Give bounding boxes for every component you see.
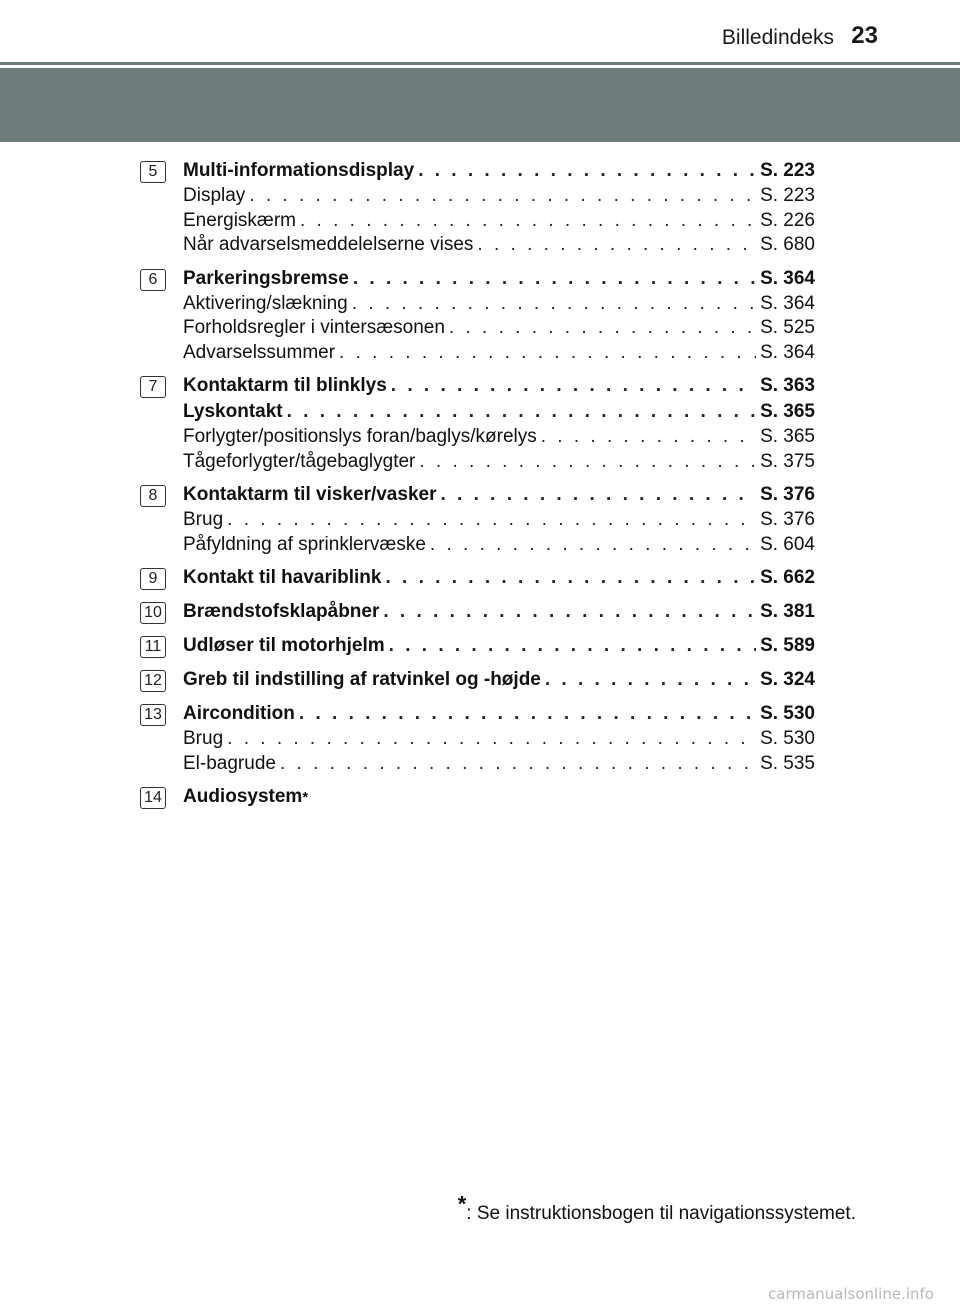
dot-leader — [545, 667, 756, 693]
dot-leader — [227, 727, 756, 752]
index-entry-sub[interactable] — [140, 341, 815, 366]
dot-leader — [389, 633, 756, 659]
callout-number-badge: 5 — [140, 161, 166, 183]
entry-label: Multi-informationsdisplay — [183, 160, 415, 181]
dot-leader — [249, 184, 756, 209]
dot-leader — [287, 399, 756, 425]
dot-leader — [383, 599, 756, 625]
page-reference: S. 363 — [760, 375, 815, 396]
entry-label: Display — [183, 185, 246, 206]
index-entry-sub[interactable] — [140, 727, 815, 752]
footnote-text: : Se instruktionsbogen til navigationssystemet. — [466, 1203, 856, 1224]
dot-leader — [299, 701, 756, 727]
index-entry-main[interactable] — [140, 373, 815, 399]
index-group — [140, 701, 815, 776]
index-entry-sub[interactable] — [140, 316, 815, 341]
index-group — [140, 599, 815, 625]
entry-label: Når advarselsmeddelelserne vises — [183, 234, 474, 255]
index-entry-sub[interactable] — [140, 450, 815, 475]
index-entry-main[interactable] — [140, 565, 815, 591]
page-reference: S. 223 — [760, 160, 815, 181]
page-reference: S. 376 — [760, 484, 815, 505]
footnote-star: * — [457, 1191, 467, 1217]
callout-number-badge: 10 — [140, 602, 166, 624]
page-reference: S. 662 — [760, 567, 815, 588]
dot-leader — [385, 565, 756, 591]
dot-leader — [419, 450, 756, 475]
callout-number-badge: 14 — [140, 787, 166, 809]
watermark: carmanualsonline.info — [768, 1285, 934, 1303]
callout-number-badge: 12 — [140, 670, 166, 692]
index-entry-sub[interactable] — [140, 233, 815, 258]
index-entry-main[interactable] — [140, 158, 815, 184]
header-divider — [0, 62, 960, 65]
page-reference: S. 525 — [760, 317, 815, 338]
index-group — [140, 784, 815, 810]
callout-number-badge: 6 — [140, 269, 166, 291]
dot-leader — [418, 158, 756, 184]
page-reference: S. 589 — [760, 635, 815, 656]
entry-label: Kontaktarm til blinklys — [183, 375, 387, 396]
page-reference: S. 530 — [760, 728, 815, 749]
dot-leader — [430, 533, 756, 558]
header-banner — [0, 68, 960, 142]
entry-label: Tågeforlygter/tågebaglygter — [183, 450, 416, 472]
entry-label: Aircondition — [183, 703, 295, 724]
dot-leader — [541, 425, 756, 450]
entry-label: Greb til indstilling af ratvinkel og -højde — [183, 669, 541, 690]
index-entry-sub[interactable] — [140, 508, 815, 533]
entry-label: Kontakt til havariblink — [183, 567, 382, 588]
footnote — [457, 1191, 856, 1225]
index-entry-sub[interactable] — [140, 292, 815, 317]
callout-number-badge: 8 — [140, 485, 166, 507]
index-entry-main[interactable] — [140, 266, 815, 292]
entry-label: Brændstofsklapåbner — [183, 601, 380, 622]
page-reference: S. 365 — [760, 426, 815, 447]
index-entry-main[interactable] — [140, 633, 815, 659]
section-title: Billedindeks — [721, 26, 834, 49]
entry-label: Forlygter/positionslys foran/baglys/kørelys — [183, 426, 537, 447]
callout-number-badge: 9 — [140, 568, 166, 590]
index-entry-sub[interactable] — [140, 752, 815, 777]
dot-leader — [227, 508, 756, 533]
index-entry-sub[interactable] — [140, 184, 815, 209]
entry-label: Audiosystem — [183, 786, 303, 807]
index-group — [140, 373, 815, 474]
page-number: 23 — [851, 22, 878, 49]
entry-label: Kontaktarm til visker/vasker — [183, 484, 437, 505]
callout-number-badge: 11 — [140, 636, 166, 658]
entry-label: Påfyldning af sprinklervæske — [183, 533, 426, 555]
callout-number-badge: 7 — [140, 376, 166, 398]
entry-label: Aktivering/slækning — [183, 292, 348, 314]
dot-leader — [300, 209, 756, 234]
page-reference: S. 223 — [760, 185, 815, 206]
index-entry-main[interactable] — [140, 599, 815, 625]
index-group — [140, 266, 815, 366]
callout-number-badge: 13 — [140, 704, 166, 726]
dot-leader — [449, 316, 756, 341]
index-entry-sub[interactable] — [140, 425, 815, 450]
index-group — [140, 667, 815, 693]
index-group — [140, 158, 815, 258]
index-entry-sub[interactable] — [140, 209, 815, 234]
index-group — [140, 633, 815, 659]
page-reference: S. 535 — [760, 752, 815, 774]
dot-leader — [352, 292, 756, 317]
index-entry-main[interactable] — [140, 399, 815, 425]
index-entry-main[interactable] — [140, 701, 815, 727]
dot-leader — [353, 266, 756, 292]
entry-label: Forholdsregler i vintersæsonen — [183, 317, 445, 338]
page-reference: S. 365 — [760, 401, 815, 422]
index-entry-sub[interactable] — [140, 533, 815, 558]
entry-label: Brug — [183, 509, 224, 530]
entry-label: Advarselssummer — [183, 341, 336, 363]
page-reference: S. 364 — [760, 341, 815, 363]
entry-label: Brug — [183, 728, 224, 749]
page-reference: S. 375 — [760, 450, 815, 472]
entry-label: Energiskærm — [183, 209, 296, 231]
page-reference: S. 324 — [760, 669, 815, 690]
index-entries — [140, 158, 815, 818]
index-entry-main[interactable]: 14 Audiosystem * — [140, 784, 815, 810]
page-reference: S. 530 — [760, 703, 815, 724]
page-reference: S. 376 — [760, 509, 815, 530]
entry-label: Parkeringsbremse — [183, 267, 349, 289]
dot-leader — [339, 341, 756, 366]
index-entry-main[interactable] — [140, 667, 815, 693]
entry-label: Lyskontakt — [183, 401, 283, 422]
page-reference: S. 604 — [760, 533, 815, 555]
entry-label: Udløser til motorhjelm — [183, 635, 385, 656]
page-reference: S. 381 — [760, 601, 815, 622]
page-reference: S. 680 — [760, 234, 815, 255]
entry-label: El-bagrude — [183, 752, 276, 774]
dot-leader — [477, 233, 756, 258]
dot-leader — [391, 373, 756, 399]
index-group — [140, 482, 815, 557]
dot-leader — [440, 482, 756, 508]
index-entry-main[interactable] — [140, 482, 815, 508]
page-reference: S. 226 — [760, 209, 815, 231]
dot-leader — [280, 752, 756, 777]
page-reference: S. 364 — [760, 292, 815, 314]
index-group — [140, 565, 815, 591]
page-header — [0, 0, 960, 62]
page-reference: S. 364 — [760, 267, 815, 289]
